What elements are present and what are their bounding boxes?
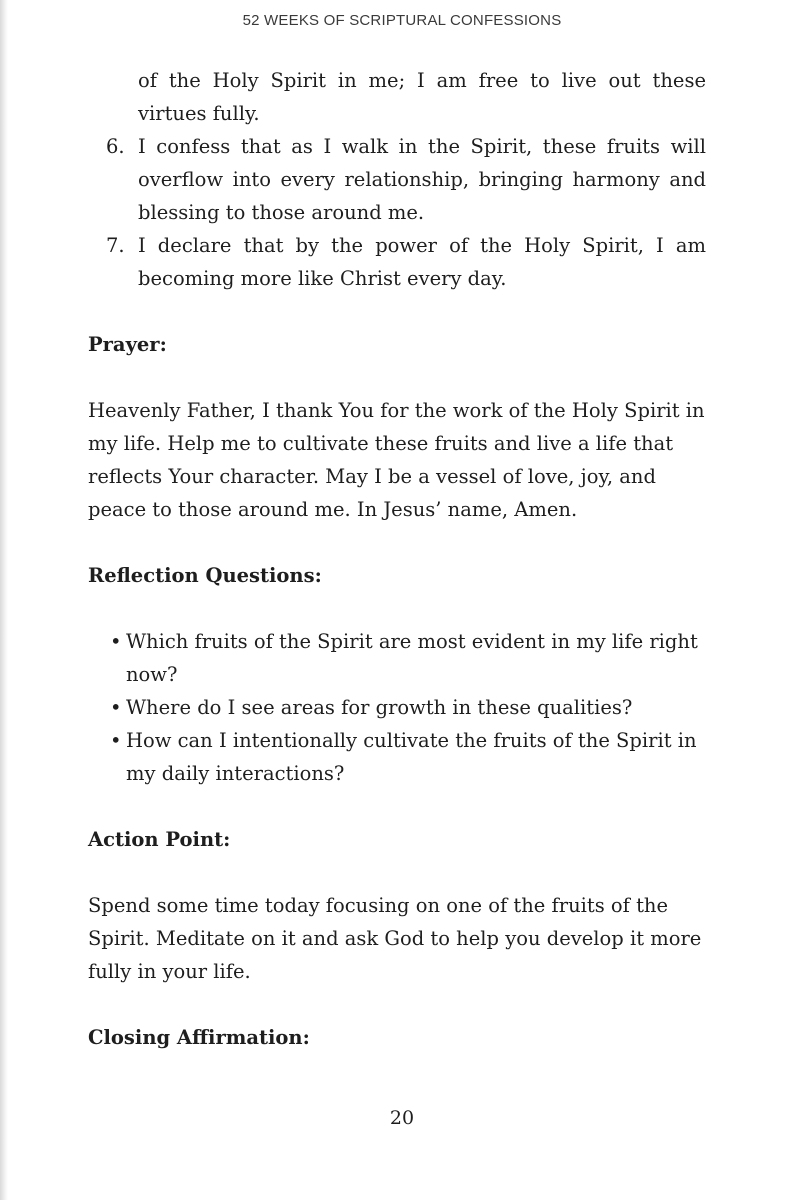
page-number: 20 [389, 1107, 415, 1129]
item-number: 7. [106, 234, 125, 257]
item-text: I declare that by the power of the Holy Spirit, I am becoming more like Christ every day. [138, 234, 706, 290]
prayer-text: Heavenly Father, I thank You for the work of the Holy Spirit in my life. Help me to cultivate these fruits and live a life that reflects Your character. May I be a vessel of love, joy, and peace to those around me. In Jesus’ name, Amen. [88, 399, 705, 521]
question-text: Where do I see areas for growth in these qualities? [126, 696, 633, 719]
running-header: 52 WEEKS OF SCRIPTURAL CONFESSIONS [242, 12, 562, 29]
reflection-questions [88, 625, 706, 790]
reflection-heading: Reflection Questions: [88, 564, 322, 587]
confession-continuation: of the Holy Spirit in me; I am free to live out these virtues fully. [138, 69, 706, 125]
confession-list [88, 64, 706, 295]
bullet-glyph: • [110, 729, 122, 752]
list-item [88, 64, 706, 130]
action-heading: Action Point: [88, 828, 231, 851]
list-item [88, 625, 706, 691]
question-text: Which fruits of the Spirit are most evident in my life right now? [126, 630, 698, 686]
page-content [88, 64, 706, 1054]
list-item [88, 691, 706, 724]
item-number: 6. [106, 135, 125, 158]
closing-heading: Closing Affirmation: [88, 1026, 310, 1049]
prayer-heading: Prayer: [88, 333, 167, 356]
bullet-glyph: • [110, 630, 122, 653]
list-item [88, 229, 706, 295]
item-text: I confess that as I walk in the Spirit, these fruits will overflow into every relationship, bringing harmony and blessing to those around me. [138, 135, 706, 224]
action-text: Spend some time today focusing on one of the fruits of the Spirit. Meditate on it and ask God to help you develop it more fully in your life. [88, 894, 702, 983]
question-text: How can I intentionally cultivate the fruits of the Spirit in my daily interactions? [126, 729, 697, 785]
page-edge-shadow [0, 0, 8, 1200]
list-item [88, 130, 706, 229]
list-item [88, 724, 706, 790]
bullet-glyph: • [110, 696, 122, 719]
